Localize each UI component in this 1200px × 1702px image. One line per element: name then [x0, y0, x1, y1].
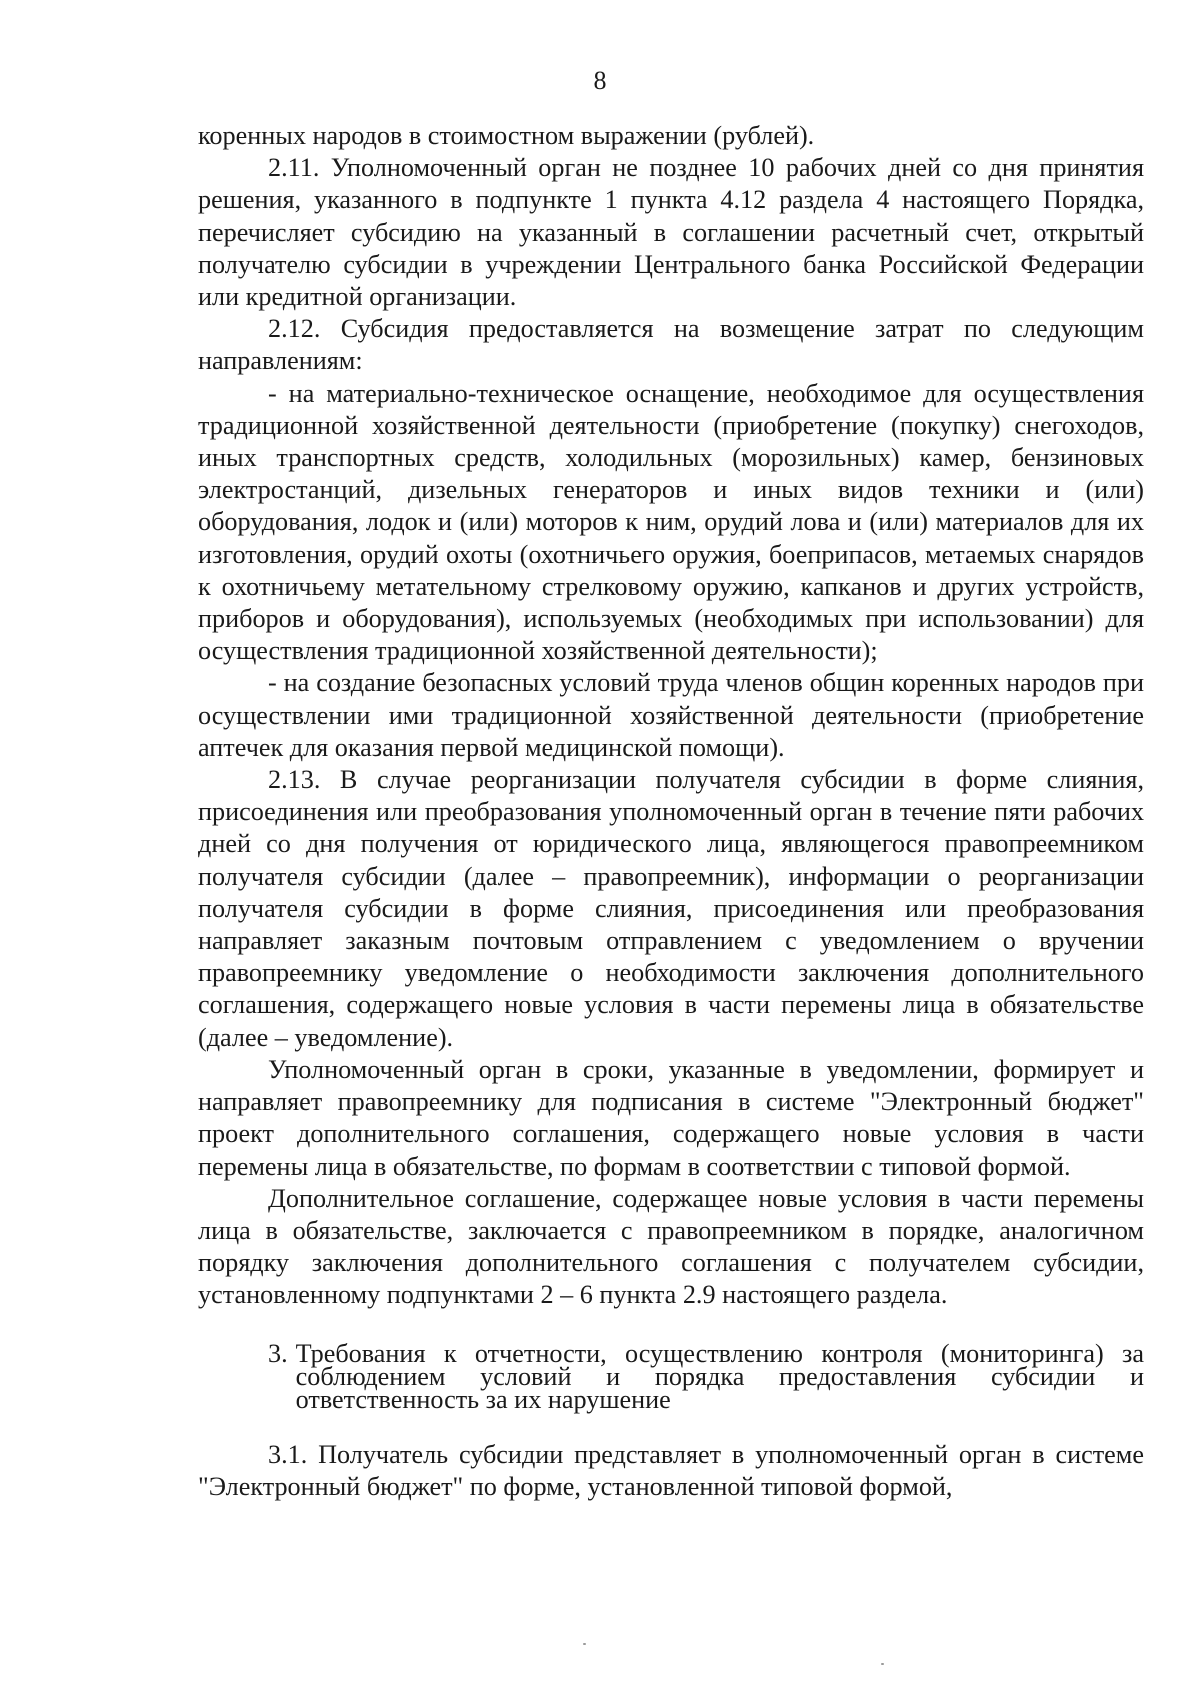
- page-number: 8: [593, 66, 607, 95]
- section-heading-text: Требования к отчетности, осуществлению контроля (мониторинга) за соблюдением условий и порядка предоставления субсидии и ответственность за их нарушение: [295, 1338, 1144, 1414]
- scan-speck: [583, 1643, 586, 1645]
- list-item-equipment: - на материально-техническое оснащение, необходимое для осуществления традиционной хозяйственной деятельности (приобретение (покупку) снегоходов, иных транспортных средств, холодильных (морозильных) камер, бензиновых электростанций, дизельных генераторов и иных видов техники и (или) оборудования, лодок и (или) моторов к ним, орудий лова и (или) материалов для их изготовления, орудий охоты (охотничьего оружия, боеприпасов, метаемых снарядов к охотничьему метательному стрелковому оружию, капканов и других устройств, приборов и оборудования), используемых (необходимых при использовании) для осуществления традиционной хозяйственной деятельности);: [198, 378, 1144, 666]
- section-heading: [198, 1338, 1144, 1414]
- section-heading-number: 3.: [268, 1338, 288, 1368]
- paragraph-3-1: 3.1. Получатель субсидии представляет в уполномоченный орган в системе "Электронный бюджет" по форме, установленной типовой формой,: [198, 1439, 1144, 1501]
- paragraph-additional-agreement: Дополнительное соглашение, содержащее новые условия в части перемены лица в обязательстве, заключается с правопреемником в порядке, аналогичном порядку заключения дополнительного соглашения с получателем субсидии, установленному подпунктами 2 – 6 пункта 2.9 настоящего раздела.: [198, 1183, 1144, 1310]
- paragraph-2-12: 2.12. Субсидия предоставляется на возмещение затрат по следующим направлениям:: [198, 314, 1144, 376]
- paragraph-authorized-body: Уполномоченный орган в сроки, указанные в уведомлении, формирует и направляет правопреемнику для подписания в системе "Электронный бюджет" проект дополнительного соглашения, содержащего новые условия в части перемены лица в обязательстве, по формам в соответствии с типовой формой.: [198, 1054, 1144, 1181]
- document-body: [198, 120, 1144, 1503]
- paragraph-continuation: коренных народов в стоимостном выражении (рублей).: [198, 121, 815, 150]
- scan-speck: [881, 1663, 884, 1665]
- list-item-safety: - на создание безопасных условий труда членов общин коренных народов при осуществлении ими традиционной хозяйственной деятельности (приобретение аптечек для оказания первой медицинской помощи).: [198, 668, 1144, 762]
- paragraph-2-13: 2.13. В случае реорганизации получателя субсидии в форме слияния, присоединения или преобразования уполномоченный орган в течение пяти рабочих дней со дня получения от юридического лица, являющегося правопреемником получателя субсидии (далее – правопреемник), информации о реорганизации получателя субсидии в форме слияния, присоединения или преобразования направляет заказным почтовым отправлением с уведомлением о вручении правопреемнику уведомление о необходимости заключения дополнительного соглашения, содержащего новые условия в части перемены лица в обязательстве (далее – уведомление).: [198, 765, 1144, 1052]
- paragraph-2-11: 2.11. Уполномоченный орган не позднее 10 рабочих дней со дня принятия решения, указанного в подпункте 1 пункта 4.12 раздела 4 настоящего Порядка, перечисляет субсидию на указанный в соглашении расчетный счет, открытый получателю субсидии в учреждении Центрального банка Российской Федерации или кредитной организации.: [198, 153, 1144, 312]
